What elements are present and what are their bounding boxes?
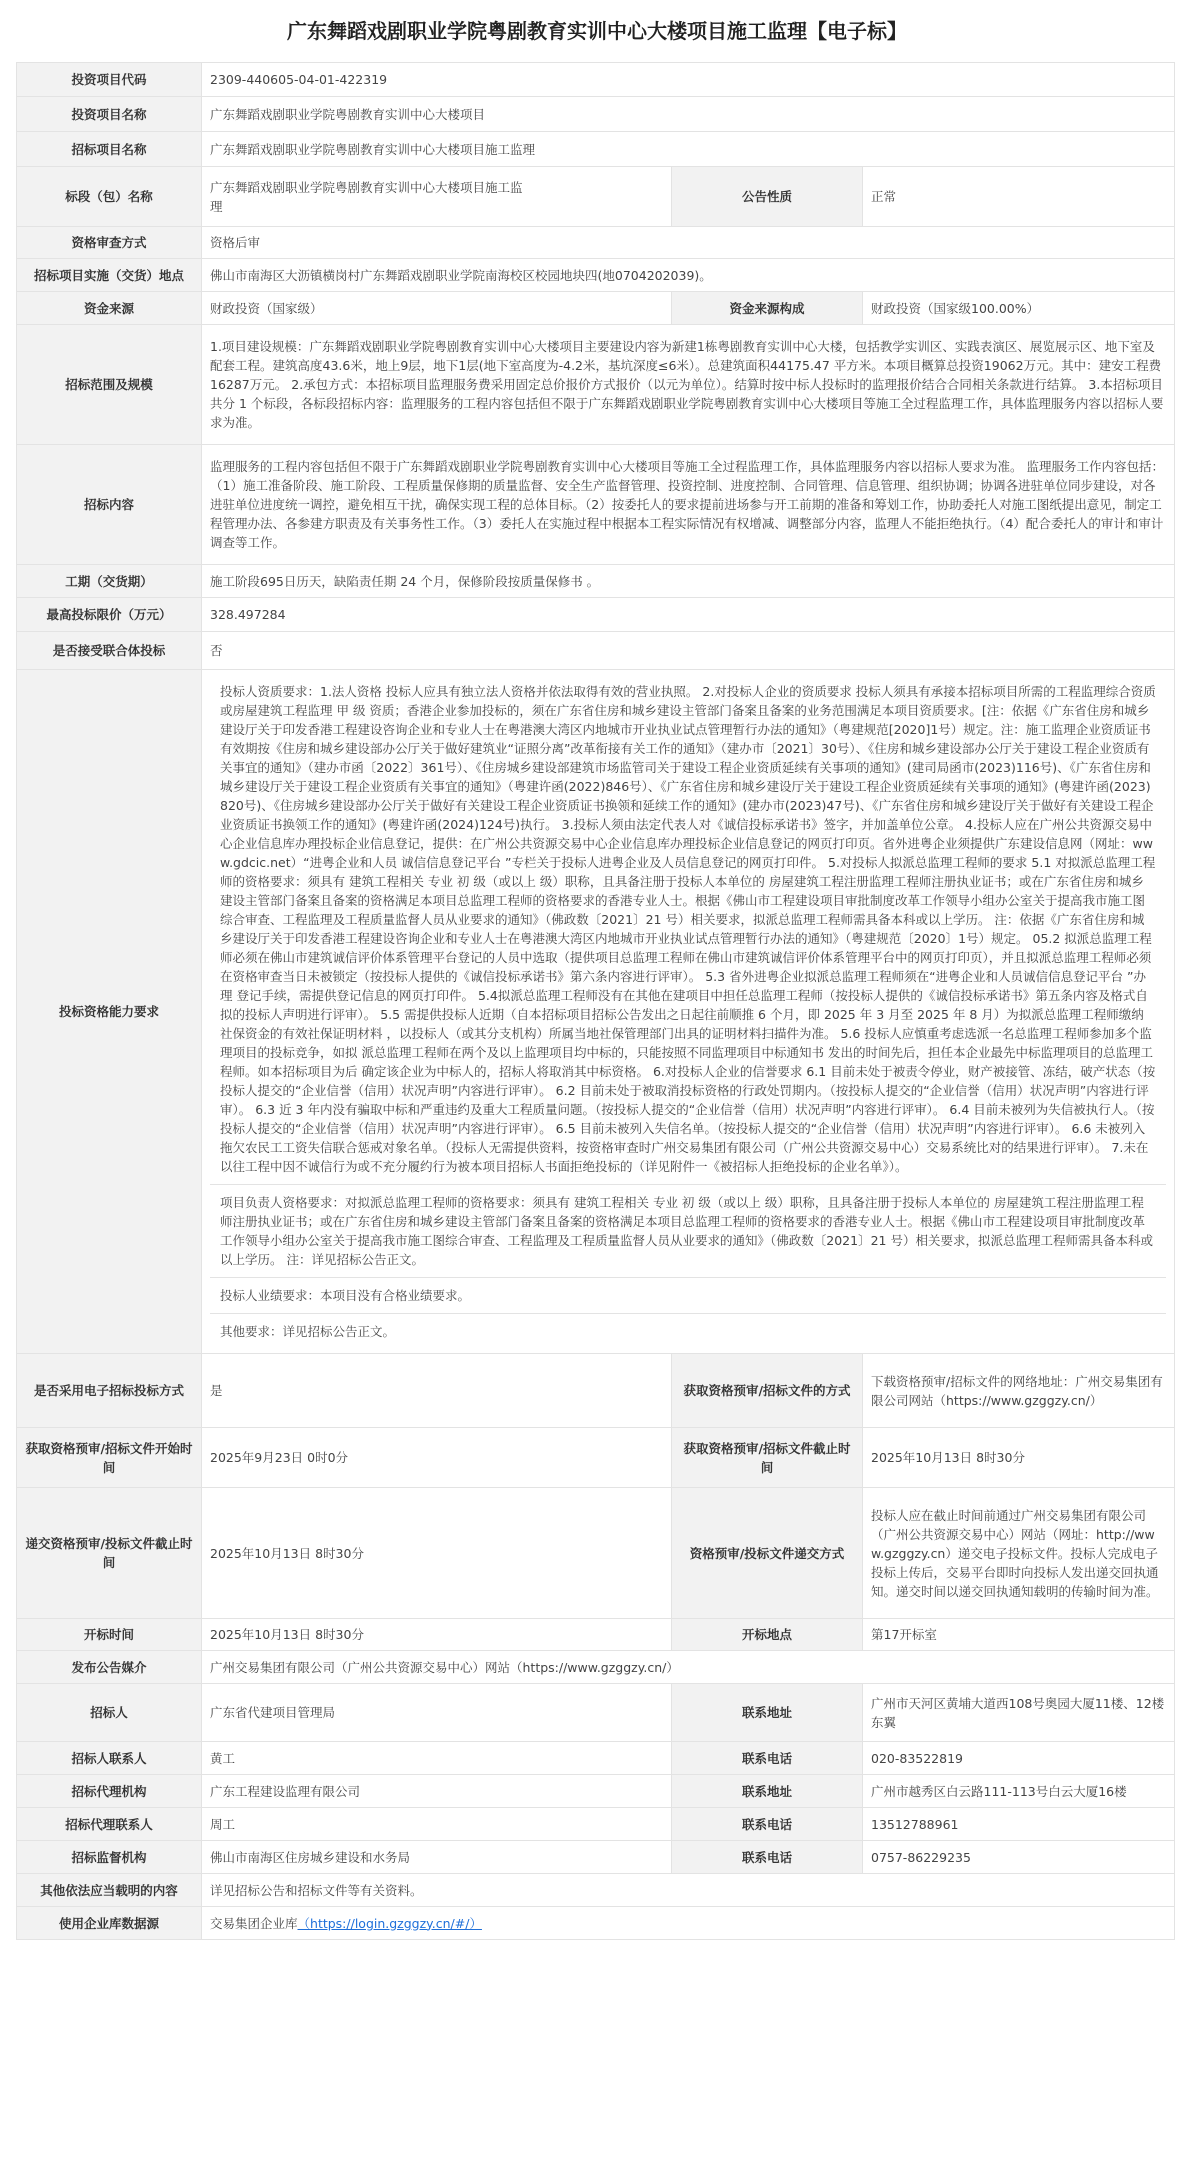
table-row xyxy=(17,167,1175,227)
fund-ratio-value: 财政投资（国家级100.00%） xyxy=(863,292,1175,325)
doc-end-value: 2025年10月13日 8时30分 xyxy=(863,1428,1175,1488)
field-label: 招标监督机构 xyxy=(17,1841,202,1874)
scope-value: 1.项目建设规模：广东舞蹈戏剧职业学院粤剧教育实训中心大楼项目主要建设内容为新建1栋粤剧教育实训中心大楼，包括教学实训区、实践表演区、展览展示区、地下室及配套工程。建筑高度43.6米，地上9层，地下1层(地下室高度为-4.2米，基坑深度≤6米）。总建筑面积44175.47 平方米。本项目概算总投资19062万元。其中：建安工程费16287万元。 2.承包方式：本招标项目监理服务费采用固定总价报价方式报价（以元为单位）。结算时按中标人投标时的监理报价结合合同相关条款进行结算。 3.本招标项目共分 1 个标段，各标段招标内容：监理服务的工程内容包括但不限于广东舞蹈戏剧职业学院粤剧教育实训中心大楼项目等施工全过程监理工作，具体监理服务内容以招标人要求为准。 xyxy=(202,325,1175,445)
table-row xyxy=(17,1619,1175,1651)
section-name-text: 广东舞蹈戏剧职业学院粤剧教育实训中心大楼项目施工监理 xyxy=(210,179,523,214)
period-value: 施工阶段695日历天，缺陷责任期 24 个月，保修阶段按质量保修书 。 xyxy=(202,565,1175,598)
doc-start-value: 2025年9月23日 0时0分 xyxy=(202,1428,672,1488)
submit-end-value: 2025年10月13日 8时30分 xyxy=(202,1488,672,1619)
field-label: 招标项目名称 xyxy=(17,132,202,167)
agency-address-value: 广州市越秀区白云路111-113号白云大厦16楼 xyxy=(863,1775,1175,1808)
notice-nature-value: 正常 xyxy=(863,167,1175,227)
field-label: 获取资格预审/招标文件的方式 xyxy=(672,1354,863,1428)
db-link[interactable]: （https://login.gzggzy.cn/#/） xyxy=(297,1915,482,1931)
field-label: 投标资格能力要求 xyxy=(17,670,202,1354)
field-label: 获取资格预审/招标文件截止时间 xyxy=(672,1428,863,1488)
tenderer-contact-value: 黄工 xyxy=(202,1742,672,1775)
field-label: 招标人 xyxy=(17,1684,202,1742)
table-row xyxy=(17,63,1175,97)
doc-method-value: 下载资格预审/招标文件的网络地址：广州交易集团有限公司网站（https://www.gzggzy.cn/） xyxy=(863,1354,1175,1428)
field-label: 标段（包）名称 xyxy=(17,167,202,227)
table-row xyxy=(17,565,1175,598)
media-value: 广州交易集团有限公司（广州公共资源交易中心）网站（https://www.gzggzy.cn/） xyxy=(202,1651,1175,1684)
field-label: 获取资格预审/招标文件开始时间 xyxy=(17,1428,202,1488)
tenderer-phone-value: 020-83522819 xyxy=(863,1742,1175,1775)
field-label: 投资项目代码 xyxy=(17,63,202,97)
field-label: 联系电话 xyxy=(672,1841,863,1874)
max-price-value: 328.497284 xyxy=(202,598,1175,632)
table-row xyxy=(17,97,1175,132)
joint-bid-value: 否 xyxy=(202,632,1175,670)
field-label: 使用企业库数据源 xyxy=(17,1907,202,1940)
table-row xyxy=(17,1742,1175,1775)
field-label: 招标人联系人 xyxy=(17,1742,202,1775)
table-row xyxy=(17,259,1175,292)
field-label: 联系地址 xyxy=(672,1684,863,1742)
electronic-value: 是 xyxy=(202,1354,672,1428)
table-row xyxy=(17,632,1175,670)
field-label: 联系电话 xyxy=(672,1808,863,1841)
project-manager-requirements: 项目负责人资格要求：对拟派总监理工程师的资格要求：须具有 建筑工程相关 专业 初 级（或以上 级）职称，且具备注册于投标人本单位的 房屋建筑工程注册监理工程师注册执业证书；或在广东省住房和城乡建设主管部门备案且备案的资格满足本项目总监理工程师的资格要求的香港专业人士。根据《佛山市工程建设项目审批制度改革工作领导小组办公室关于提高我市施工图综合审查、工程监理及工程质量监督人员从业要求的通知》（佛政数〔2021〕21 号）相关要求，拟派总监理工程师需具备本科或以上学历。 注：详见招标公告正文。 xyxy=(210,1185,1166,1278)
table-row xyxy=(17,445,1175,565)
other-requirements: 其他要求：详见招标公告正文。 xyxy=(220,1324,396,1339)
bid-project-name-value: 广东舞蹈戏剧职业学院粤剧教育实训中心大楼项目施工监理 xyxy=(202,132,1175,167)
section-name-value xyxy=(202,167,672,227)
submit-method-value: 投标人应在截止时间前通过广州交易集团有限公司（广州公共资源交易中心）网站（网址：http://www.gzggzy.cn）递交电子投标文件。投标人完成电子投标上传后，交易平台即时向投标人发出递交回执通知。递交时间以递交回执通知载明的传输时间为准。 xyxy=(863,1488,1175,1619)
field-label: 最高投标限价（万元） xyxy=(17,598,202,632)
field-label: 招标项目实施（交货）地点 xyxy=(17,259,202,292)
tenderer-value: 广东省代建项目管理局 xyxy=(202,1684,672,1742)
field-label: 公告性质 xyxy=(672,167,863,227)
table-row xyxy=(17,670,1175,1354)
field-label: 是否接受联合体投标 xyxy=(17,632,202,670)
supervisor-phone-value: 0757-86229235 xyxy=(863,1841,1175,1874)
table-row xyxy=(17,1775,1175,1808)
notice-table xyxy=(16,62,1175,1940)
table-row xyxy=(17,1684,1175,1742)
tenderer-address-value: 广州市天河区黄埔大道西108号奥园大厦11楼、12楼东翼 xyxy=(863,1684,1175,1742)
field-label: 招标内容 xyxy=(17,445,202,565)
field-label: 开标时间 xyxy=(17,1619,202,1651)
qualification-requirements: 投标人资质要求：1.法人资格 投标人应具有独立法人资格并依法取得有效的营业执照。 2.对投标人企业的资质要求 投标人须具有承接本招标项目所需的工程监理综合资质或房屋建筑工程监理 甲 级 资质；香港企业参加投标的，须在广东省住房和城乡建设主管部门备案且备案的业务范围满足本项目资质要求。[注：依据《广东省住房和城乡建设厅关于印发香港工程建设咨询企业和专业人士在粤港澳大湾区内地城市开业执业试点管理暂行办法的通知》（粤建规范[2020]1号）规定。注：施工监理企业资质证书有效期按《住房和城乡建设部办公厅关于做好建筑业“证照分离”改革衔接有关工作的通知》（建办市〔2021〕30号）、《住房和城乡建设部办公厅关于建设工程企业资质有关事宜的通知》（建办市函〔2022〕361号）、《住房城乡建设部建筑市场监管司关于建设工程企业资质延续有关事项的通知》(建司局函市(2023)116号)、《广东省住房和城乡建设厅关于建设工程企业资质有关事宜的通知》（粤建许函(2022)846号）、《广东省住房和城乡建设厅关于建设工程企业资质延续有关事项的通知》(粤建许函(2023)820号)、《住房城乡建设部办公厅关于做好有关建设工程企业资质证书换领和延续工作的通知》(建办市(2023)47号)、《广东省住房和城乡建设厅关于做好有关建设工程企业资质证书换领工作的通知》(粤建许函(2024)124号)执行。 3.投标人须由法定代表人对《诚信投标承诺书》签字，并加盖单位公章。 4.投标人应在广州公共资源交易中心企业信息库办理投标企业信息登记，提供：在广州公共资源交易中心企业信息库办理投标企业信息登记的网页打印页。省外进粤企业须提供广东建设信息网（网址：www.gdcic.net）“进粤企业和人员 诚信信息登记平台 ”专栏关于投标人进粤企业及人员信息登记的网页打印件。 5.对投标人拟派总监理工程师的要求 5.1 对拟派总监理工程师的资格要求：须具有 建筑工程相关 专业 初 级（或以上 级）职称，且具备注册于投标人本单位的 房屋建筑工程注册监理工程师注册执业证书；或在广东省住房和城乡建设主管部门备案且备案的资格满足本项目总监理工程师的资格要求的香港专业人士。根据《佛山市工程建设项目审批制度改革工作领导小组办公室关于提高我市施工图综合审查、工程监理及工程质量监督人员从业要求的通知》（佛政数〔2021〕21 号）相关要求，拟派总监理工程师需具备本科或以上学历。 注：依据《广东省住房和城乡建设厅关于印发香港工程建设咨询企业和专业人士在粤港澳大湾区内地城市开业执业试点管理暂行办法的通知》（粤建规范〔2020〕1号）规定。 05.2 拟派总监理工程师必须在佛山市建筑诚信评价体系管理平台登记的人员中选取（提供项目总监理工程师在佛山市建筑诚信评价体系管理平台中的网页打印页），并且拟派总监理工程师必须在资格审查当日未被锁定（按投标人提供的《诚信投标承诺书》第六条内容进行评审）。 5.3 省外进粤企业拟派总监理工程师须在“进粤企业和人员诚信信息登记平台 ”办理 登记手续，需提供登记信息的网页打印件。 5.4拟派总监理工程师没有在其他在建项目中担任总监理工程师（按投标人提供的《诚信投标承诺书》第五条内容及格式自拟的投标人声明进行评审）。 5.5 需提供投标人近期（自本招标项目招标公告发出之日起往前顺推 6 个月，即 2025 年 3 月至 2025 年 8 月）为拟派总监理工程师缴纳社保资金的有效社保证明材料 ，以投标人（或其分支机构）所属当地社保管理部门出具的证明材料扫描件为准。 5.6 投标人应慎重考虑选派一名总监理工程师参加多个监理项目的投标竞争，如拟 派总监理工程师在两个及以上监理项目均中标的，只能按照不同监理项目中标通知书 发出的时间先后，担任本企业最先中标监理项目的总监理工程师。如本招标项目为后 确定该企业为中标人的，招标人将取消其中标资格。 6.对投标人企业的信誉要求 6.1 目前未处于被责令停业，财产被接管、冻结，破产状态（按投标人提交的“企业信誉（信用）状况声明”内容进行评审）。 6.2 目前未处于被取消投标资格的行政处罚期内。（按投标人提交的“企业信誉（信用）状况声明”内容进行评审）。 6.3 近 3 年内没有骗取中标和严重违约及重大工程质量问题。（按投标人提交的“企业信誉（信用）状况声明”内容进行评审）。 6.4 目前未被列为失信被执行人。（按投标人提交的“企业信誉（信用）状况声明”内容进行评审）。 6.5 目前未被列入失信名单。（按投标人提交的“企业信誉（信用）状况声明”内容进行评审）。 6.6 未被列入拖欠农民工工资失信联合惩戒对象名单。（投标人无需提供资料，按资格审查时广州交易集团有限公司（广州公共资源交易中心）交易系统比对的结果进行评审）。 7.未在以往工程中因不诚信行为或不充分履约行为被本项目招标人书面拒绝投标的（详见附件一《被招标人拒绝投标的企业名单》）。 xyxy=(210,674,1166,1185)
field-label: 工期（交货期） xyxy=(17,565,202,598)
fund-source-value: 财政投资（国家级） xyxy=(202,292,672,325)
table-row xyxy=(17,1874,1175,1907)
content-value: 监理服务的工程内容包括但不限于广东舞蹈戏剧职业学院粤剧教育实训中心大楼项目等施工全过程监理工作，具体监理服务内容以招标人要求为准。 监理服务工作内容包括：（1）施工准备阶段、施工阶段、工程质量保修期的质量监督、安全生产监督管理、投资控制、进度控制、合同管理、信息管理、组织协调；协调各进驻单位同步建设，对各进驻单位进度统一调控，避免相互干扰，确保实现工程的总体目标。（2）按委托人的要求提前进场参与开工前期的准备和筹划工作，协助委托人对施工图纸提出意见，制定工程管理办法、各参建方职责及有关事务性工作。（3）委托人在实施过程中根据本工程实际情况有权增减、调整部分内容，监理人不能拒绝执行。（4）配合委托人的审计和审计调查等工作。 xyxy=(202,445,1175,565)
agency-value: 广东工程建设监理有限公司 xyxy=(202,1775,672,1808)
field-label: 其他依法应当载明的内容 xyxy=(17,1874,202,1907)
location-value: 佛山市南海区大沥镇横岗村广东舞蹈戏剧职业学院南海校区校园地块四(地0704202039)。 xyxy=(202,259,1175,292)
agency-contact-value: 周工 xyxy=(202,1808,672,1841)
page-title: 广东舞蹈戏剧职业学院粤剧教育实训中心大楼项目施工监理【电子标】 xyxy=(287,19,907,43)
field-label: 招标代理机构 xyxy=(17,1775,202,1808)
field-label: 发布公告媒介 xyxy=(17,1651,202,1684)
supervisor-value: 佛山市南海区住房城乡建设和水务局 xyxy=(202,1841,672,1874)
db-value xyxy=(202,1907,1175,1940)
table-row xyxy=(17,1428,1175,1488)
agency-phone-value: 13512788961 xyxy=(863,1808,1175,1841)
field-label: 联系地址 xyxy=(672,1775,863,1808)
bidder-requirements xyxy=(202,670,1175,1354)
field-label: 招标范围及规模 xyxy=(17,325,202,445)
field-label: 联系电话 xyxy=(672,1742,863,1775)
field-label: 资金来源 xyxy=(17,292,202,325)
open-place-value: 第17开标室 xyxy=(863,1619,1175,1651)
performance-requirements: 投标人业绩要求：本项目没有合格业绩要求。 xyxy=(210,1278,1166,1314)
table-row xyxy=(17,1907,1175,1940)
field-label: 资格审查方式 xyxy=(17,227,202,259)
field-label: 资金来源构成 xyxy=(672,292,863,325)
table-row xyxy=(17,325,1175,445)
table-row xyxy=(17,598,1175,632)
project-name-value: 广东舞蹈戏剧职业学院粤剧教育实训中心大楼项目 xyxy=(202,97,1175,132)
qualification-method-value: 资格后审 xyxy=(202,227,1175,259)
field-label: 招标代理联系人 xyxy=(17,1808,202,1841)
field-label: 递交资格预审/投标文件截止时间 xyxy=(17,1488,202,1619)
open-time-value: 2025年10月13日 8时30分 xyxy=(202,1619,672,1651)
table-row xyxy=(17,1488,1175,1619)
db-prefix: 交易集团企业库 xyxy=(210,1915,298,1931)
field-label: 开标地点 xyxy=(672,1619,863,1651)
table-row xyxy=(17,132,1175,167)
table-row xyxy=(17,292,1175,325)
table-row xyxy=(17,1841,1175,1874)
table-row xyxy=(17,1651,1175,1684)
table-row xyxy=(17,1808,1175,1841)
table-row xyxy=(17,227,1175,259)
field-label: 资格预审/投标文件递交方式 xyxy=(672,1488,863,1619)
project-code-value: 2309-440605-04-01-422319 xyxy=(202,63,1175,97)
table-row xyxy=(17,1354,1175,1428)
field-label: 是否采用电子招标投标方式 xyxy=(17,1354,202,1428)
field-label: 投资项目名称 xyxy=(17,97,202,132)
other-value: 详见招标公告和招标文件等有关资料。 xyxy=(202,1874,1175,1907)
